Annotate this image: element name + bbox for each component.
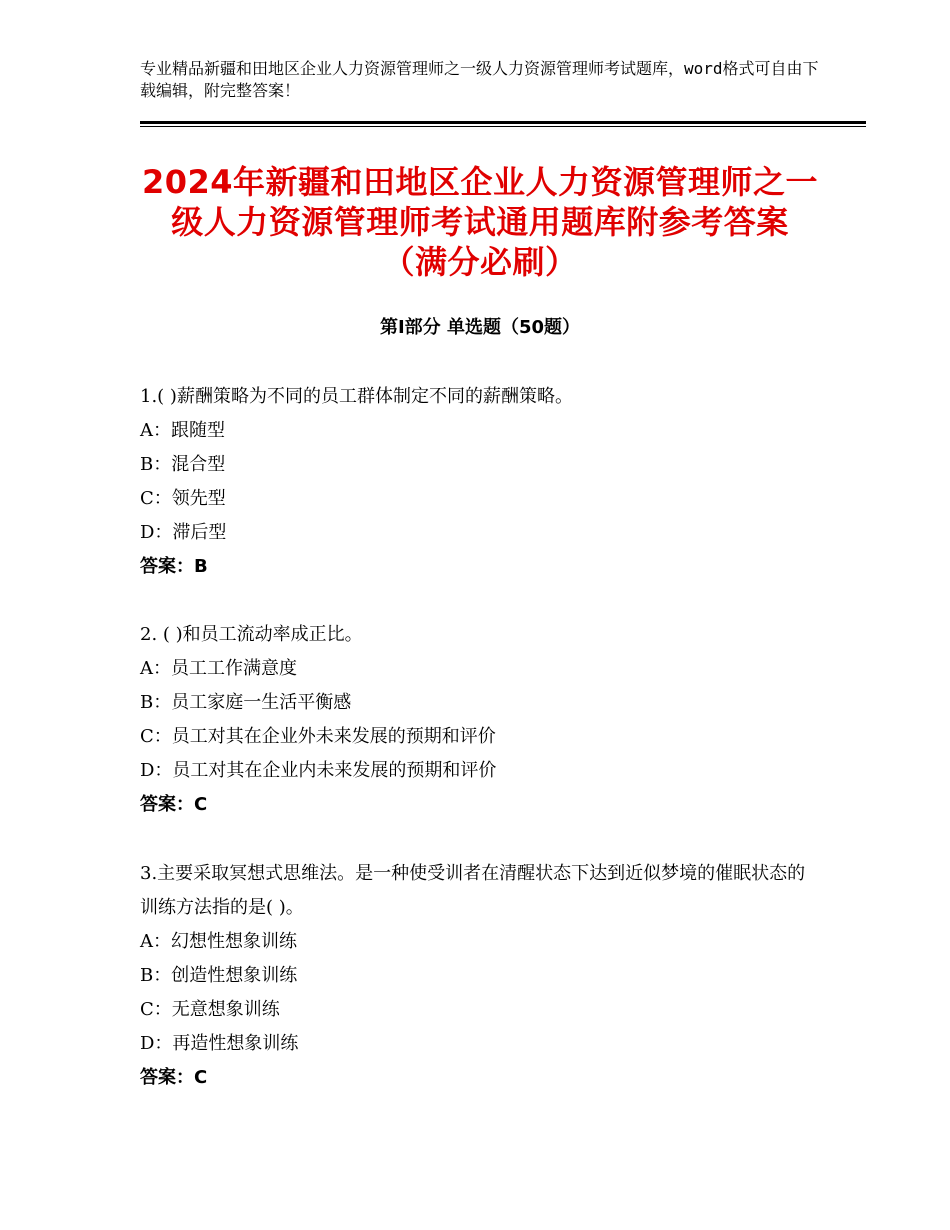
option-d: D：再造性想象训练 <box>140 1033 299 1054</box>
question-2 <box>140 618 820 822</box>
header-note: 专业精品新疆和田地区企业人力资源管理师之一级人力资源管理师考试题库，word格式可自由下载编辑，附完整答案！ <box>140 59 819 100</box>
option-a: A：幻想性想象训练 <box>140 931 297 952</box>
document-title: 2024年新疆和田地区企业人力资源管理师之一级人力资源管理师考试通用题库附参考答案（满分必刷） <box>141 163 819 281</box>
header-rule-thin <box>140 126 866 127</box>
option-d: D：员工对其在企业内未来发展的预期和评价 <box>140 760 497 781</box>
option-d: D：滞后型 <box>140 522 227 543</box>
question-answer: 答案：C <box>140 794 208 815</box>
question-answer: 答案：C <box>140 1067 208 1088</box>
option-b: B：创造性想象训练 <box>140 965 298 986</box>
section-heading: 第Ⅰ部分 单选题（50题） <box>379 317 580 338</box>
option-b: B：混合型 <box>140 454 226 475</box>
option-b: B：员工家庭一生活平衡感 <box>140 692 352 713</box>
question-stem: 2. ( )和员工流动率成正比。 <box>140 624 363 645</box>
option-a: A：员工工作满意度 <box>140 658 297 679</box>
option-c: C：员工对其在企业外未来发展的预期和评价 <box>140 726 496 747</box>
question-answer: 答案：B <box>140 556 208 577</box>
option-a: A：跟随型 <box>140 420 225 441</box>
option-c: C：领先型 <box>140 488 226 509</box>
question-stem: 1.( )薪酬策略为不同的员工群体制定不同的薪酬策略。 <box>140 386 573 407</box>
question-stem: 3.主要采取冥想式思维法。是一种使受训者在清醒状态下达到近似梦境的催眠状态的训练方法指的是( )。 <box>140 863 806 918</box>
question-1 <box>140 380 820 584</box>
header-rule-thick <box>140 121 866 124</box>
option-c: C：无意想象训练 <box>140 999 280 1020</box>
question-3 <box>140 857 820 1095</box>
